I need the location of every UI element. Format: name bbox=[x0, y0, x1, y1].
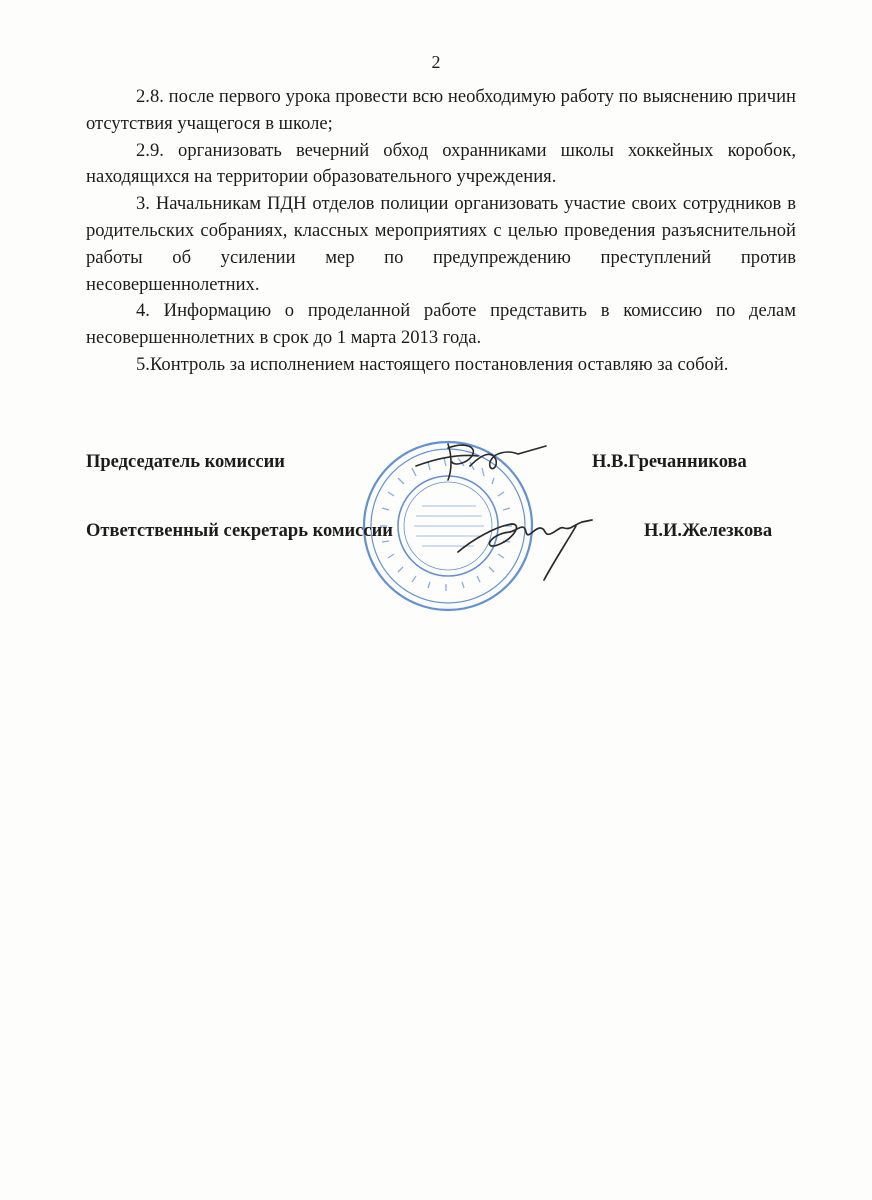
paragraph-5: 5.Контроль за исполнением настоящего постановления оставляю за собой. bbox=[136, 353, 729, 375]
paragraph-3: 3. Начальникам ПДН отделов полиции организовать участие своих сотрудников в родительских собраниях, классных мероприятиях с целью проведения разъяснительной работы об усилении мер по предупреждению преступлений против несовершеннолетних. bbox=[86, 193, 796, 295]
chair-signature bbox=[408, 436, 558, 492]
secretary-signature bbox=[452, 500, 612, 590]
page-number: 2 bbox=[431, 52, 441, 72]
chair-name: Н.В.Гречанникова bbox=[592, 452, 747, 472]
paragraph-2-9: 2.9. организовать вечерний обход охранниками школы хоккейных коробок, находящихся на территории образовательного учреждения. bbox=[86, 139, 796, 188]
paragraph-2-8: 2.8. после первого урока провести всю необходимую работу по выяснению причин отсутствия учащегося в школе; bbox=[86, 86, 796, 134]
secretary-title: Ответственный секретарь комиссии bbox=[86, 521, 393, 541]
paragraph-4: 4. Информацию о проделанной работе представить в комиссию по делам несовершеннолетних в срок до 1 марта 2013 года. bbox=[86, 300, 796, 349]
secretary-name: Н.И.Железкова bbox=[644, 521, 773, 541]
document-body bbox=[86, 84, 796, 379]
chair-title: Председатель комиссии bbox=[86, 452, 285, 472]
